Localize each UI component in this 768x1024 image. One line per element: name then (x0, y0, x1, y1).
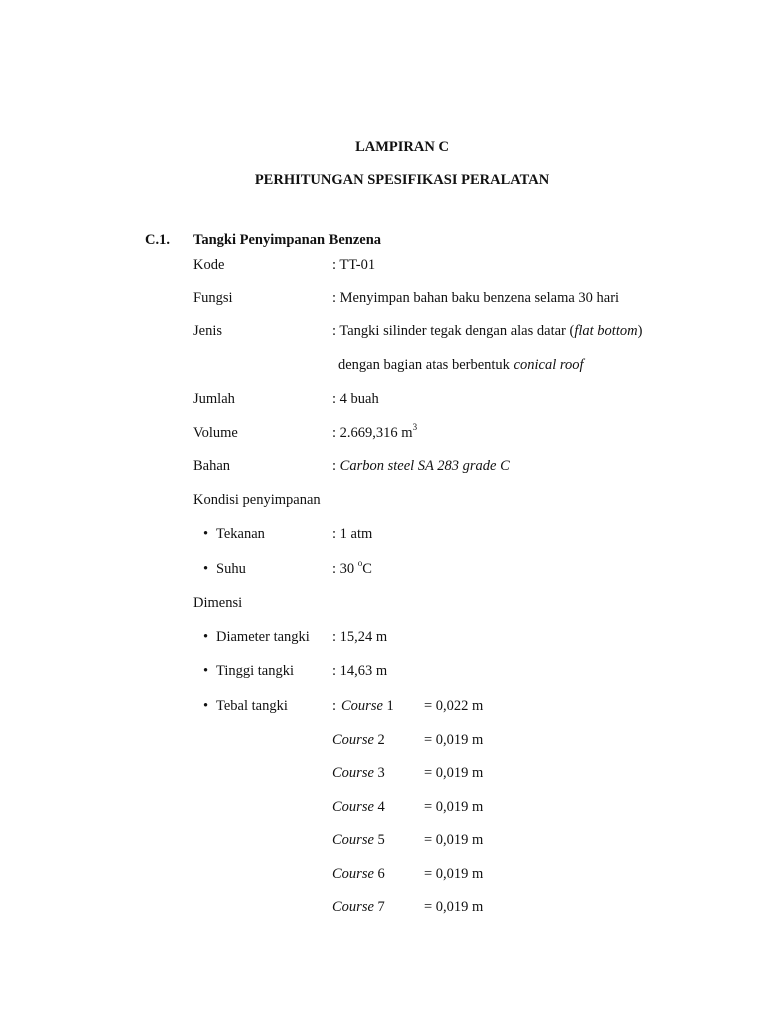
course-label (332, 831, 385, 849)
course-word: Course (332, 866, 374, 882)
course-word: Course (332, 832, 374, 848)
course-label (332, 865, 385, 883)
course-label (341, 697, 394, 715)
fungsi-label: Fungsi (193, 290, 233, 306)
bahan-label: Bahan (193, 458, 231, 474)
tinggi-value: : 14,63 m (332, 663, 388, 679)
course-word: Course (341, 698, 383, 714)
jenis-value-a: : Tangki silinder tegak dengan alas datar ( (332, 323, 575, 339)
kode-label: Kode (193, 257, 225, 273)
jumlah-label: Jumlah (193, 391, 235, 407)
suhu-unit: C (362, 561, 372, 577)
jenis-value-italic: flat bottom (574, 323, 638, 339)
course-number: 4 (373, 799, 385, 815)
course-number: 7 (373, 899, 385, 915)
bahan-value-row (332, 457, 510, 475)
kondisi-label: Kondisi penyimpanan (193, 492, 321, 508)
course-number: 3 (373, 765, 385, 781)
course-word: Course (332, 732, 374, 748)
course-value: = 0,022 m (424, 698, 484, 714)
jenis-cont-a: dengan bagian atas berbentuk (338, 357, 514, 373)
section-title: Tangki Penyimpanan Benzena (193, 232, 382, 248)
bullet-icon: • (203, 561, 209, 577)
course-label (332, 731, 385, 749)
suhu-value (332, 560, 372, 578)
course-number: 5 (373, 832, 385, 848)
jenis-continuation (338, 356, 583, 374)
bullet-icon: • (203, 629, 209, 645)
course-label (332, 898, 385, 916)
course-value: = 0,019 m (424, 765, 484, 781)
tinggi-label: Tinggi tangki (216, 663, 295, 679)
course-value: = 0,019 m (424, 732, 484, 748)
suhu-number: : 30 (332, 561, 358, 577)
course-value: = 0,019 m (424, 899, 484, 915)
diameter-label: Diameter tangki (216, 629, 310, 645)
course-number: 2 (373, 732, 385, 748)
bullet-icon: • (203, 663, 209, 679)
dimensi-label: Dimensi (193, 595, 243, 611)
course-word: Course (332, 899, 374, 915)
jenis-label: Jenis (193, 323, 222, 339)
jumlah-value: : 4 buah (332, 391, 379, 407)
jenis-cont-italic: conical roof (513, 357, 584, 373)
kode-value: : TT-01 (332, 257, 376, 273)
course-value: = 0,019 m (424, 832, 484, 848)
tekanan-label: Tekanan (216, 526, 265, 542)
course-number: 1 (382, 698, 394, 714)
bullet-icon: • (203, 526, 209, 542)
appendix-title: LAMPIRAN C (355, 139, 449, 155)
course-word: Course (332, 799, 374, 815)
bullet-icon: • (203, 698, 209, 714)
tekanan-value: : 1 atm (332, 526, 373, 542)
fungsi-value: : Menyimpan bahan baku benzena selama 30 hari (332, 290, 620, 306)
tebal-colon: : (332, 698, 337, 714)
bahan-value: Carbon steel SA 283 grade C (339, 458, 510, 474)
jenis-value-b: ) (637, 323, 643, 339)
course-label (332, 798, 385, 816)
section-number: C.1. (145, 232, 170, 248)
bahan-colon: : (332, 458, 340, 474)
volume-number: : 2.669,316 m (332, 425, 413, 441)
course-value: = 0,019 m (424, 866, 484, 882)
tebal-label: Tebal tangki (216, 698, 288, 714)
suhu-label: Suhu (216, 561, 246, 577)
volume-label: Volume (193, 425, 238, 441)
jenis-value (332, 322, 642, 340)
course-word: Course (332, 765, 374, 781)
volume-unit-exponent: 3 (412, 422, 418, 433)
course-label (332, 764, 385, 782)
course-number: 6 (373, 866, 385, 882)
course-value: = 0,019 m (424, 799, 484, 815)
appendix-subtitle: PERHITUNGAN SPESIFIKASI PERALATAN (254, 172, 550, 188)
degree-sign: o (357, 558, 363, 569)
diameter-value: : 15,24 m (332, 629, 388, 645)
volume-value (332, 424, 417, 442)
